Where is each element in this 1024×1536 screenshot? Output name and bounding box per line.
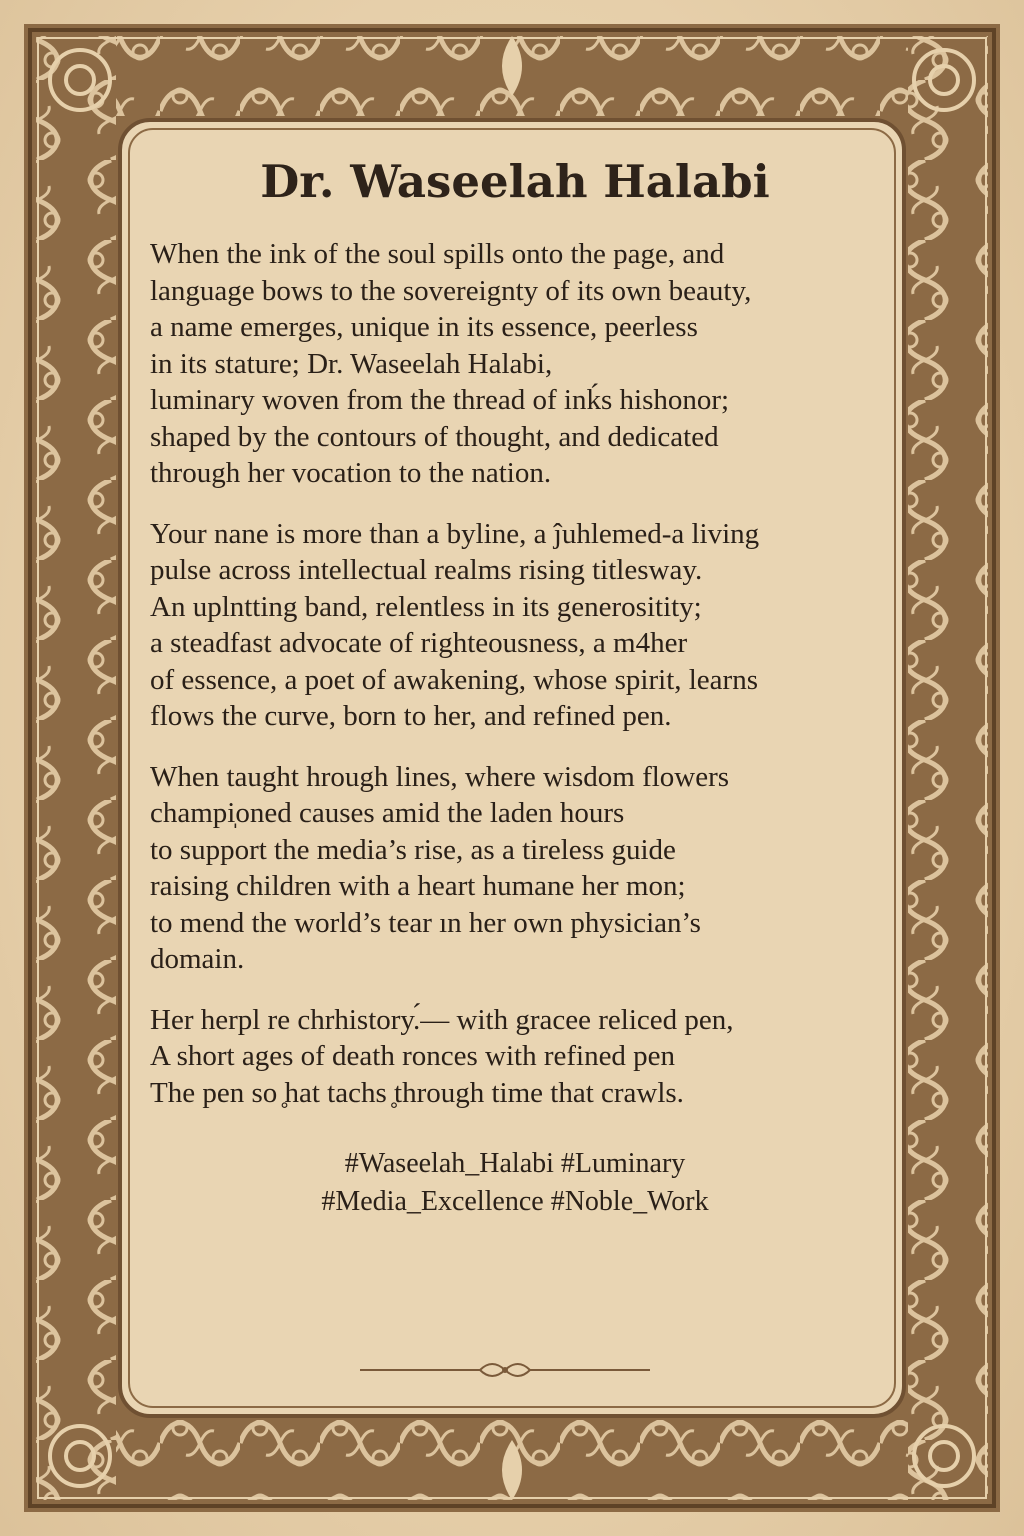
hashtag-line: #Waseelah_Halabi #Luminary — [344, 1148, 686, 1179]
stanza-2 — [150, 516, 880, 735]
poem-line: The pen so ̥hat tachs ̥through time that crawls. — [150, 1076, 684, 1109]
poem-line: in its stature; Dr. Waseelah Halabi, — [150, 347, 553, 380]
poem-line: When taught hrough lines, where wisdom flowers — [150, 760, 730, 793]
poem-line: to mend the world’s tear ın her own physician’s — [150, 906, 701, 939]
poem-line: language bows to the sovereignty of its own beauty, — [150, 274, 752, 307]
poem-line: a name emerges, unique in its essence, peerless — [150, 311, 698, 343]
stanza-1 — [150, 236, 880, 492]
frame-left-ornament — [36, 36, 116, 1500]
poem-line: through her vocation to the nation. — [150, 457, 552, 489]
poem-line: An uplntting band, relentless in its generositity; — [150, 590, 702, 623]
poem-line: flows the curve, born to her, and refined pen. — [150, 700, 672, 732]
frame-right-ornament — [908, 36, 988, 1500]
ornamental-divider — [360, 1355, 650, 1385]
poem-line: Her herpl re chrhistory.́— with gracee reliced pen, — [150, 1003, 734, 1036]
hashtags — [150, 1145, 880, 1221]
poem-line: raising children with a heart humane her mon; — [150, 870, 686, 902]
poem-line: pulse across intellectual realms rising titlesway. — [150, 554, 703, 586]
poem-line: to support the media’s rise, as a tireless guide — [150, 833, 676, 866]
poem-line: luminary woven from the thread of inḱs hishonor; — [150, 384, 730, 416]
poem-line: of essence, a poet of awakening, whose spirit, learns — [150, 663, 758, 696]
poem-line: Your nane is more than a byline, a ĵuhlemed-a living — [150, 517, 760, 550]
poem-line: a steadfast advocate of righteousness, a m4her — [150, 627, 688, 659]
poem-line: shaped by the contours of thought, and dedicated — [150, 420, 719, 453]
stanza-3 — [150, 759, 880, 978]
poem-line: A short ages of death ronces with refined pen — [150, 1040, 676, 1072]
poem-line: When the ink of the soul spills onto the page, and — [150, 238, 725, 270]
poem-line: domain. — [150, 943, 245, 975]
poem-content — [150, 150, 880, 1380]
stanza-4 — [150, 1002, 880, 1112]
hashtag-line: #Media_Excellence #Noble_Work — [321, 1186, 709, 1217]
page-title: Dr. Waseelah Halabi — [260, 155, 770, 208]
poem-line: champi̩oned causes amid the laden hours — [150, 797, 625, 829]
